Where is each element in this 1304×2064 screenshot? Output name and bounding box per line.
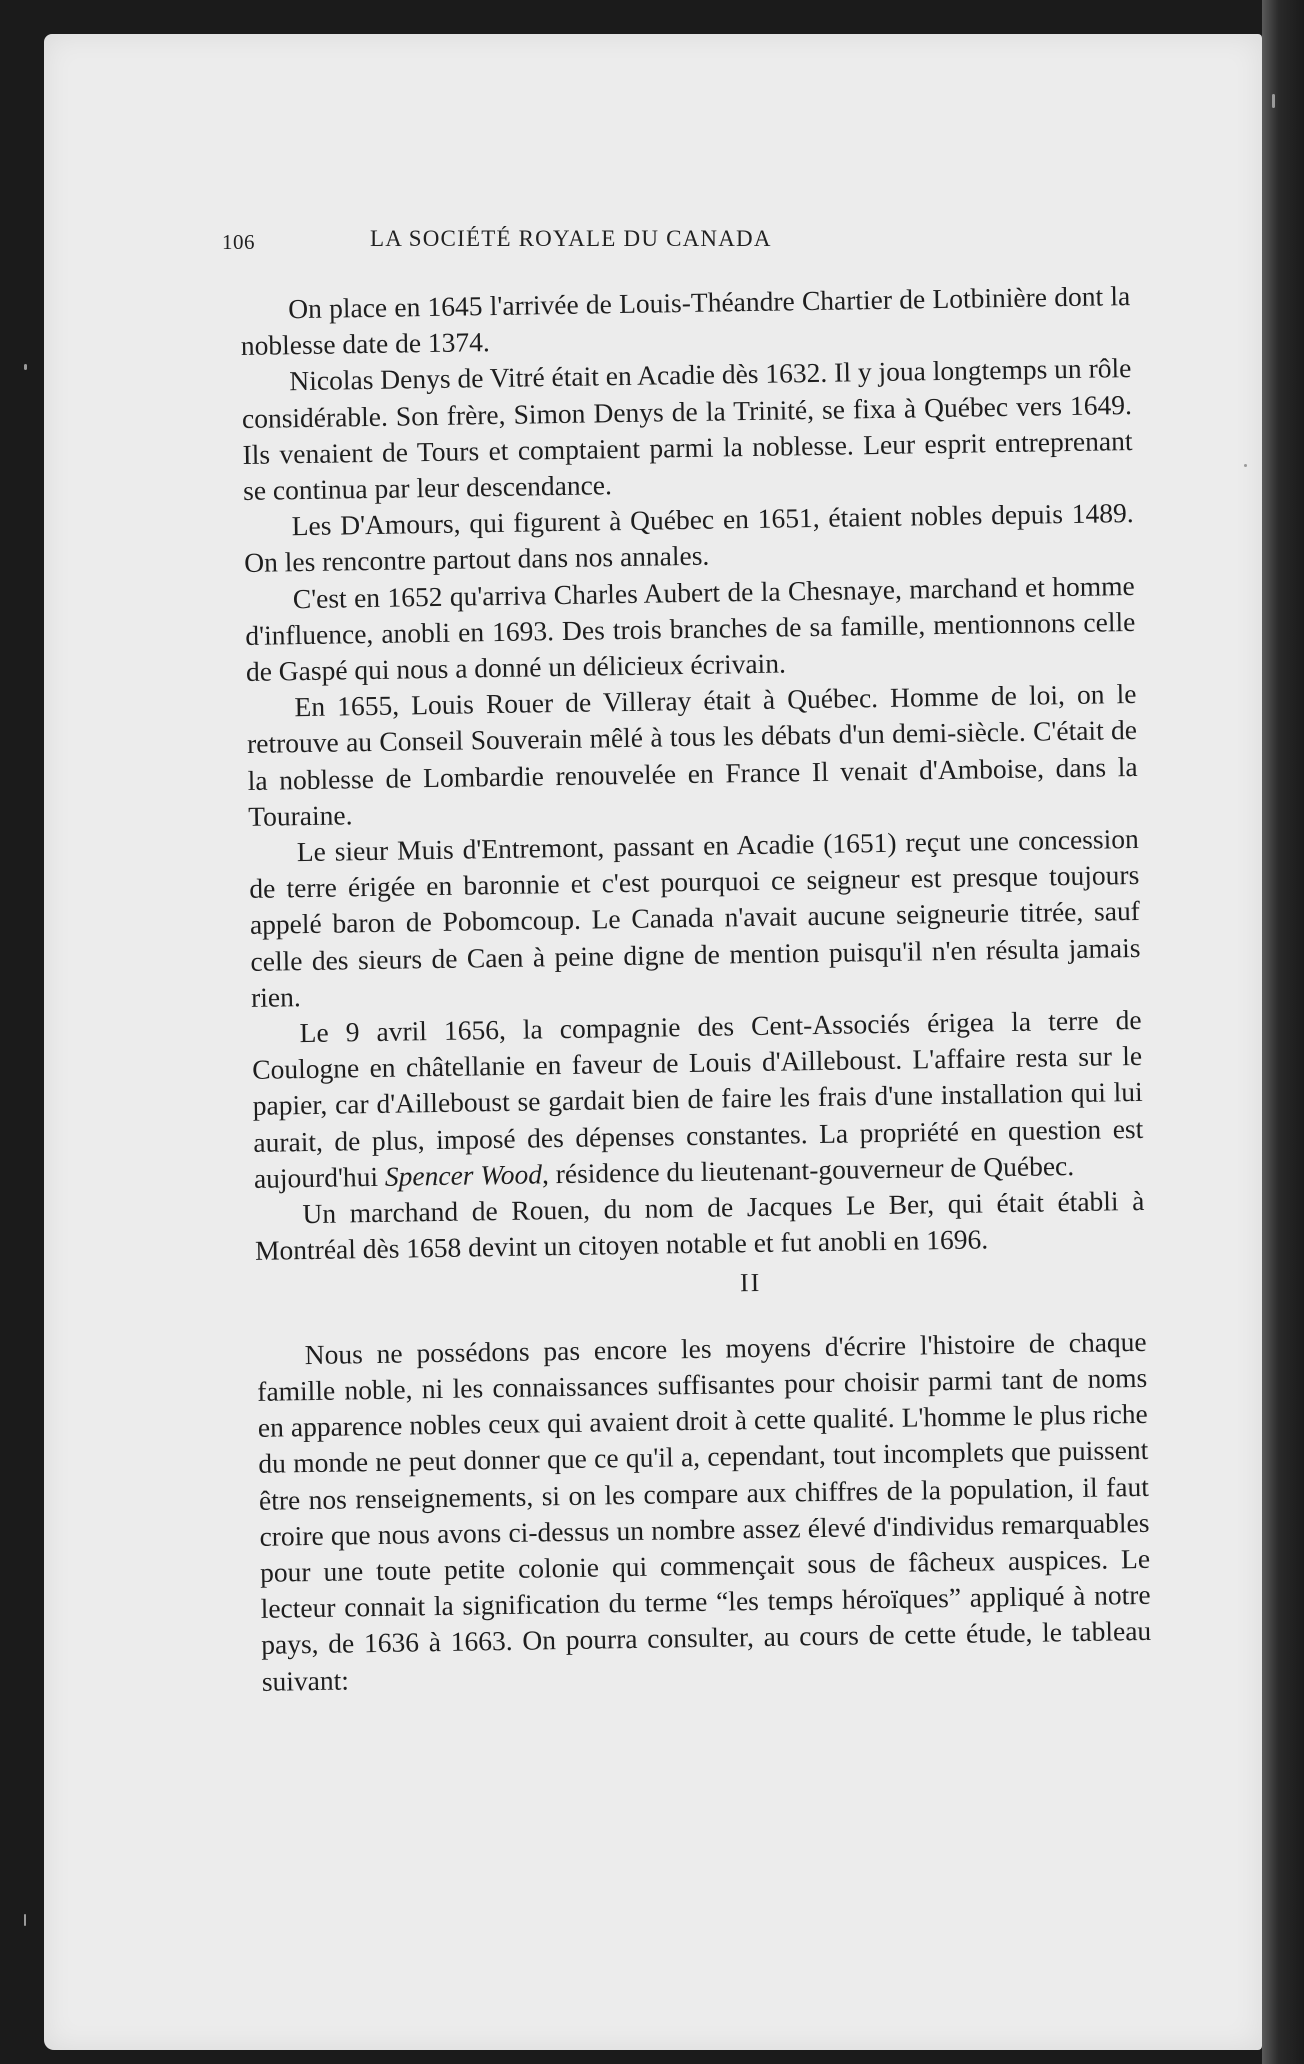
scan-speck bbox=[1272, 94, 1275, 108]
page-number: 106 bbox=[222, 230, 255, 254]
paragraph: Les D'Amours, qui figurent à Québec en 1651, étaient nobles depuis 1489. On les rencontre partout dans nos annales. bbox=[244, 497, 1134, 579]
paragraph: C'est en 1652 qu'arriva Charles Aubert de la Chesnaye, marchand et homme d'influence, anobli en 1693. Des trois branches de sa famille, mentionnons celle de Gaspé qui nous a donné un délicieux écrivain. bbox=[245, 569, 1136, 687]
scan-speck bbox=[24, 1914, 26, 1926]
scan-border bbox=[1262, 0, 1304, 2064]
text-run: Le 9 avril 1656, la compagnie des Cent-Associés érigea la terre de Coulogne en châtellanie en faveur de Louis d'Ailleboust. L'affaire resta sur le papier, car d'Ailleboust se gardait bien de faire les frais d'une installation qui lui aurait, de plus, imposé des dépenses constantes. La propriété en question est aujourd'hui bbox=[251, 1003, 1144, 1194]
paragraph: Un marchand de Rouen, du nom de Jacques Le Ber, qui était établi à Montréal dès 1658 devint un citoyen notable et fut anobli en 1696. bbox=[254, 1184, 1145, 1267]
scan-speck bbox=[1244, 464, 1247, 467]
paragraph: Le sieur Muis d'Entremont, passant en Acadie (1651) reçut une concession de terre érigée en baronnie et c'est pourquoi ce seigneur est presque toujours appelé baron de Pobomcoup. Le Canada n'avait aucune seigneurie titrée, sauf celle des sieurs de Caen à peine digne de mention puisqu'il n'en résulta jamais rien. bbox=[249, 823, 1141, 1013]
scan-speck bbox=[24, 364, 27, 370]
body-text bbox=[240, 278, 1152, 1700]
section-heading: II bbox=[739, 1268, 762, 1298]
paragraph-aillebout bbox=[251, 1002, 1144, 1197]
text-run: , résidence du lieutenant-gouverneur de Québec. bbox=[541, 1149, 1075, 1190]
italic-place-name: Spencer Wood bbox=[384, 1158, 543, 1192]
paragraph: Nous ne possédons pas encore les moyens d'écrire l'histoire de chaque famille noble, ni les connaissances suffisantes pour choisir parmi tant de noms en apparence nobles ceux qui avaient droit à cette qualité. L'homme le plus riche du monde ne peut donner que ce qu'il a, cependant, tout incomplets que puissent être nos renseignements, si on les compare aux chiffres de la population, il faut croire que nous avons ci-dessus un nombre assez élevé d'individus remarquables pour une toute petite colonie qui commençait sous de fâcheux auspices. Le lecteur connait la signification du terme “les temps héroïques” appliqué à notre pays, de 1636 à 1663. On pourra consulter, au cours de cette étude, le tableau suivant: bbox=[257, 1325, 1152, 1697]
paragraph: En 1655, Louis Rouer de Villeray était à Québec. Homme de loi, on le retrouve au Conseil Souverain mêlé à tous les débats d'un demi-siècle. C'était de la noblesse de Lombardie renouvelée en France Il venait d'Amboise, dans la Touraine. bbox=[246, 678, 1138, 832]
paragraph: On place en 1645 l'arrivée de Louis-Théandre Chartier de Lotbinière dont la noblesse date de 1374. bbox=[240, 280, 1131, 362]
running-header bbox=[222, 222, 952, 262]
running-title: LA SOCIÉTÉ ROYALE DU CANADA bbox=[370, 226, 772, 251]
paragraph: Nicolas Denys de Vitré était en Acadie dès 1632. Il y joua longtemps un rôle considérable. Son frère, Simon Denys de la Trinité, se fixa à Québec vers 1649. Ils venaient de Tours et comptaient parmi la noblesse. Leur esprit entreprenant se continua par leur descendance. bbox=[241, 352, 1133, 506]
